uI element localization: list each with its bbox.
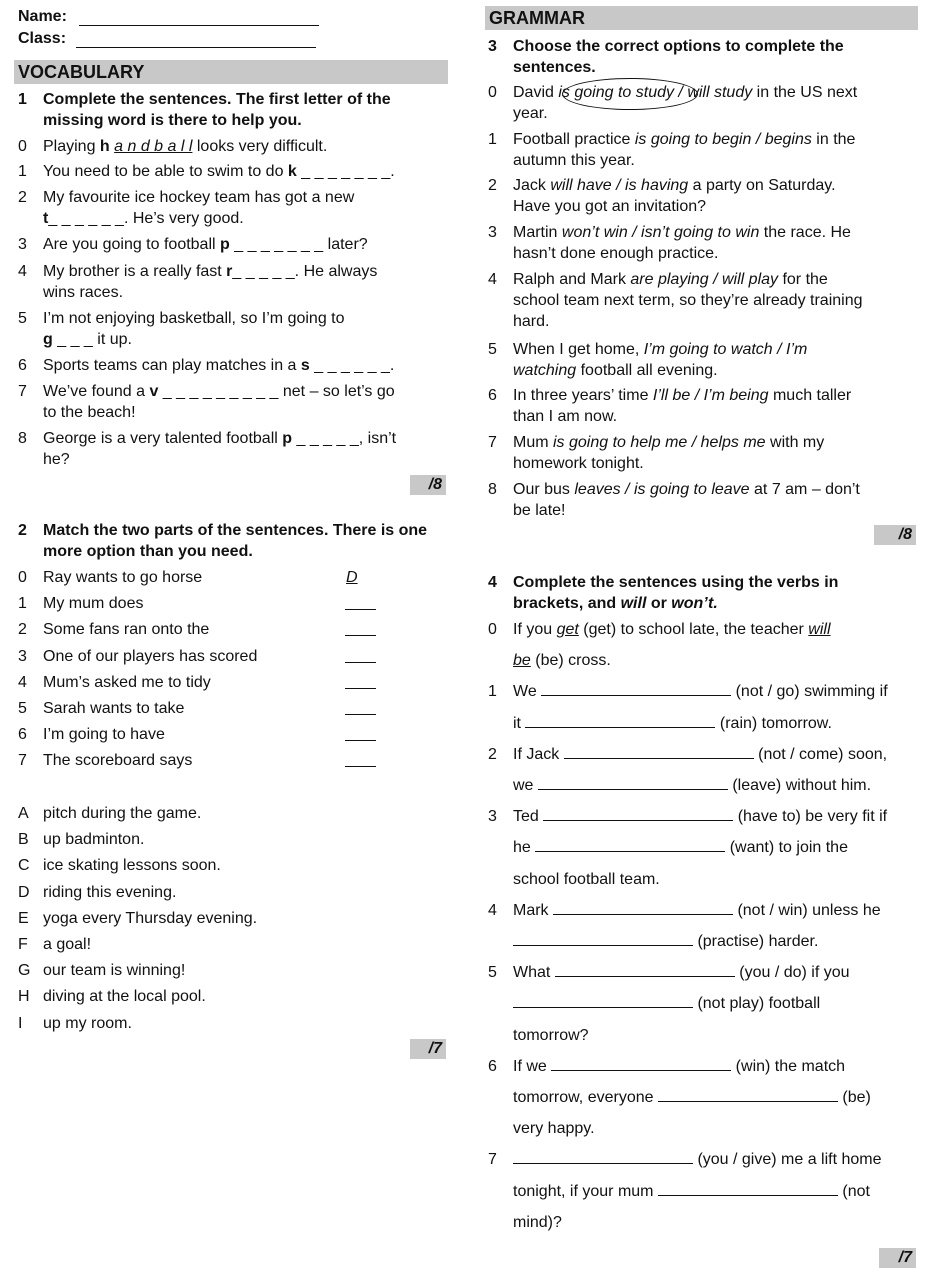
- item-number: 0: [18, 138, 27, 155]
- item-number: 0: [18, 569, 27, 586]
- sentence-text: he: [513, 839, 536, 857]
- option-text: diving at the local pool.: [43, 988, 206, 1006]
- item-number: 6: [18, 726, 27, 744]
- exercise-4-title-text: Complete the sentences using the verbs in brackets, and: [513, 574, 839, 612]
- exercise-1-title: Complete the sentences. The first letter of the missing word is there to help you.: [43, 91, 391, 129]
- sentence-line: [513, 713, 923, 734]
- answer-blank[interactable]: [535, 837, 725, 852]
- sentence-text: be late!: [513, 502, 566, 519]
- answer-blank[interactable]: [555, 962, 735, 977]
- sentence-text: (not play) football: [693, 995, 821, 1013]
- option-text: up badminton.: [43, 831, 145, 849]
- first-letter: r: [226, 263, 233, 280]
- answer-options[interactable]: are playing / will play: [630, 271, 779, 288]
- sentence-text: a party on Saturday.: [688, 177, 836, 194]
- sentence-text: Ralph and Mark: [513, 271, 631, 288]
- sentence-line: [513, 619, 923, 640]
- answer-options[interactable]: watching: [513, 362, 577, 379]
- sentence-text: (practise) harder.: [693, 933, 819, 950]
- answer-blank[interactable]: [541, 681, 731, 696]
- exercise-1-number: 1: [18, 91, 27, 108]
- blank-text[interactable]: _ _ _ _ _ _. He’s very good.: [48, 210, 244, 227]
- sentence-text: Ted: [513, 808, 544, 826]
- blank-text[interactable]: _ _ _ _ _ _ _.: [296, 163, 395, 180]
- exercise-2-score: /7: [410, 1039, 446, 1059]
- sentence-line: [513, 775, 923, 796]
- sentence-text: Sports teams can play matches in a: [43, 357, 301, 374]
- exercise-3-score: /8: [874, 525, 916, 545]
- item-number: 1: [18, 595, 27, 613]
- sentence-text: David: [513, 84, 559, 101]
- answer-blank[interactable]: [525, 713, 715, 728]
- answer-options[interactable]: is going to help me / helps me: [553, 434, 766, 451]
- sentence-text: Have you got an invitation?: [513, 198, 707, 215]
- sentence-line: [513, 962, 923, 983]
- item-number: 0: [488, 621, 497, 638]
- blank-text[interactable]: _ _ _ it up.: [52, 331, 132, 348]
- option-letter: E: [18, 909, 29, 927]
- sentence-text: (you / do) if you: [734, 964, 850, 982]
- sentence-text: (leave) without him.: [727, 777, 872, 794]
- item-number: 7: [488, 1151, 497, 1169]
- option-letter: F: [18, 936, 28, 953]
- name-label: Name:: [18, 8, 67, 25]
- sentence-line: [513, 806, 923, 827]
- sentence-text: (you / give) me a lift home: [693, 1151, 882, 1169]
- sentence-text: much taller: [768, 387, 852, 404]
- sentence-start: The scoreboard says: [43, 752, 193, 770]
- option-letter: I: [18, 1014, 23, 1032]
- sentence-text: (win) the match: [731, 1057, 846, 1075]
- sentence-line: [513, 1181, 923, 1202]
- answer-word: a n d b a l l: [114, 138, 193, 155]
- sentence-line: [513, 650, 923, 671]
- answer-blank[interactable]: [513, 993, 693, 1008]
- sentence-text: tomorrow, everyone: [513, 1089, 658, 1106]
- first-letter: p: [220, 236, 230, 253]
- sentence-text: with my: [765, 434, 825, 451]
- sentence-text: (not / go) swimming if: [731, 683, 888, 701]
- sentence-text: homework tonight.: [513, 455, 644, 472]
- item-number: 8: [488, 481, 497, 498]
- item-number: 5: [488, 341, 497, 358]
- exercise-2-number: 2: [18, 522, 27, 539]
- sentence-text: in the US next: [752, 84, 858, 101]
- sentence-text: than I am now.: [513, 408, 618, 425]
- sentence-text: Football practice: [513, 131, 635, 148]
- answer-options[interactable]: I’m going to watch / I’m: [643, 341, 808, 358]
- blank-text[interactable]: looks very difficult.: [192, 138, 328, 155]
- option-letter: A: [18, 805, 29, 822]
- blank-text[interactable]: he?: [43, 451, 70, 468]
- sentence-text: George is a very talented football: [43, 430, 283, 447]
- sentence-text: Mark: [513, 901, 553, 919]
- option-letter: H: [18, 988, 30, 1006]
- sentence-line: [513, 993, 923, 1014]
- exercise-3-title: Choose the correct options to complete the sentences.: [513, 38, 844, 76]
- option-text: up my room.: [43, 1014, 132, 1032]
- blank-text[interactable]: _ _ _ _ _, isn’t: [292, 430, 397, 447]
- first-letter: k: [287, 163, 297, 180]
- item-number: 7: [18, 752, 27, 770]
- sentence-text: You need to be able to swim to do: [43, 163, 288, 180]
- sentence-text: school team next term, so they’re already training: [513, 292, 863, 309]
- item-number: 2: [488, 745, 497, 763]
- blank-text[interactable]: to the beach!: [43, 404, 136, 421]
- sentence-text: I’m not enjoying basketball, so I’m going to: [43, 310, 345, 327]
- sentence-start: Mum’s asked me to tidy: [43, 673, 211, 691]
- example-answer: be: [513, 652, 531, 670]
- sentence-text: (have to) be very fit if: [733, 808, 888, 826]
- answer-options[interactable]: is going to begin / begins: [634, 131, 812, 148]
- item-number: 2: [488, 177, 497, 194]
- sentence-line: [513, 681, 923, 702]
- blank-text[interactable]: _ _ _ _ _ _ _ later?: [229, 236, 368, 253]
- exercise-4-score: /7: [879, 1248, 916, 1268]
- sentence-start: My mum does: [43, 595, 144, 613]
- sentence-text: What: [513, 964, 555, 982]
- answer-blank[interactable]: [513, 931, 693, 946]
- sentence-text: mind)?: [513, 1213, 562, 1231]
- sentence-start: Ray wants to go horse: [43, 569, 203, 586]
- option-letter: C: [18, 857, 30, 875]
- sentence-text: autumn this year.: [513, 152, 635, 169]
- sentence-text: the race. He: [759, 224, 851, 241]
- first-letter: p: [282, 430, 293, 447]
- answer-blank[interactable]: [564, 744, 754, 759]
- first-letter: v: [149, 383, 159, 400]
- first-letter: h: [99, 138, 115, 155]
- sentence-text: (be) cross.: [530, 652, 611, 670]
- item-number: 6: [488, 387, 497, 404]
- sentence-start: One of our players has scored: [43, 647, 258, 665]
- item-number: 4: [488, 271, 497, 288]
- answer-blank[interactable]: [658, 1087, 838, 1102]
- sentence-line: [513, 869, 923, 890]
- answer-blank[interactable]: [658, 1181, 838, 1196]
- item-number: 1: [488, 131, 497, 148]
- item-number: 1: [488, 683, 497, 701]
- sentence-line: [513, 1056, 923, 1077]
- option-text: ice skating lessons soon.: [43, 857, 221, 875]
- item-number: 5: [488, 964, 497, 982]
- option-text: pitch during the game.: [43, 805, 202, 822]
- answer-options[interactable]: I’ll be / I’m being: [652, 387, 769, 404]
- sentence-text: at 7 am – don’t: [749, 481, 860, 498]
- sentence-text: tomorrow?: [513, 1026, 589, 1044]
- blank-text[interactable]: _ _ _ _ _ _ _ _ _ net – so let’s go: [158, 383, 395, 400]
- sentence-text: My brother is a really fast: [43, 263, 227, 280]
- sentence-text: in the: [811, 131, 856, 148]
- sentence-line: [513, 744, 923, 765]
- exercise-4-number: 4: [488, 574, 497, 591]
- item-number: 0: [488, 84, 497, 101]
- item-number: 6: [18, 357, 27, 374]
- blank-text[interactable]: wins races.: [43, 284, 124, 301]
- item-number: 4: [18, 673, 27, 691]
- example-answer: get: [556, 621, 579, 638]
- exercise-4-title-will: will: [620, 595, 647, 612]
- item-number: 3: [488, 808, 497, 826]
- sentence-line: [513, 837, 923, 858]
- exercise-2-title: Match the two parts of the sentences. There is one more option than you need.: [43, 522, 428, 560]
- sentence-text: we: [513, 777, 538, 794]
- sentence-text: (not / come) soon,: [753, 745, 888, 763]
- sentence-start: Sarah wants to take: [43, 700, 185, 717]
- item-number: 8: [18, 430, 27, 447]
- answer-blank[interactable]: [513, 1149, 693, 1164]
- sentence-text: Martin: [513, 224, 562, 241]
- sentence-text: tonight, if your mum: [513, 1182, 658, 1200]
- sentence-text: very happy.: [513, 1120, 595, 1138]
- sentence-text: (be): [837, 1089, 871, 1106]
- blank-text[interactable]: _ _ _ _ _. He always: [232, 263, 378, 280]
- item-number: 1: [18, 163, 27, 180]
- exercise-1-score: /8: [410, 475, 446, 495]
- class-label: Class:: [18, 30, 67, 47]
- option-letter: G: [18, 962, 31, 980]
- sentence-text: Our bus: [513, 481, 575, 498]
- sentence-line: [513, 1118, 923, 1139]
- option-text: a goal!: [43, 936, 92, 953]
- vocabulary-heading: VOCABULARY: [14, 60, 448, 84]
- sentence-text: (not / win) unless he: [733, 901, 881, 919]
- option-text: our team is winning!: [43, 962, 186, 980]
- item-number: 7: [488, 434, 497, 451]
- exercise-4-title-wont: won’t.: [671, 595, 718, 612]
- sentence-text: Jack: [513, 177, 551, 194]
- sentence-line: [513, 1212, 923, 1233]
- sentence-text: If Jack: [513, 745, 564, 763]
- sentence-text: football all evening.: [576, 362, 718, 379]
- answer-blank[interactable]: [551, 1056, 731, 1071]
- sentence-line: [513, 931, 923, 952]
- sentence-start: I’m going to have: [43, 726, 165, 744]
- sentence-text: hasn’t done enough practice.: [513, 245, 719, 262]
- sentence-text: If you: [513, 621, 557, 638]
- sentence-line-3: hard.: [513, 313, 550, 330]
- first-letter: g: [43, 331, 53, 348]
- example-answer: will: [808, 621, 831, 638]
- option-text: yoga every Thursday evening.: [43, 909, 258, 927]
- option-text: riding this evening.: [43, 883, 177, 901]
- sentence-line: [513, 900, 923, 921]
- sentence-text: (get) to school late, the teacher: [578, 621, 809, 638]
- sentence-text: (rain) tomorrow.: [715, 714, 832, 732]
- sentence-text: When I get home,: [513, 341, 644, 358]
- answer-options[interactable]: will have / is having: [550, 177, 689, 194]
- sentence-text: In three years’ time: [513, 387, 653, 404]
- answer-options[interactable]: won’t win / isn’t going to win: [561, 224, 760, 241]
- sentence-text: (not: [837, 1182, 870, 1200]
- sentence-text: Mum: [513, 434, 553, 451]
- sentence-text: Are you going to football: [43, 236, 221, 253]
- first-letter: s: [300, 357, 310, 374]
- item-number: 7: [18, 383, 27, 400]
- sentence-text: it: [513, 714, 526, 732]
- sentence-line: [513, 1025, 923, 1046]
- sentence-text: We’ve found a: [43, 383, 150, 400]
- exercise-3-number: 3: [488, 38, 497, 55]
- exercise-4-title-or: or: [646, 595, 672, 612]
- sentence-text: year.: [513, 105, 548, 122]
- answer-options[interactable]: is going to study / will study: [558, 84, 753, 101]
- sentence-text: Playing: [43, 138, 100, 155]
- item-number: 3: [488, 224, 497, 241]
- item-number: 4: [18, 263, 27, 280]
- item-number: 5: [18, 700, 27, 717]
- match-answer: D: [346, 569, 358, 586]
- sentence-text: for the: [778, 271, 828, 288]
- first-letter: t: [43, 210, 49, 227]
- answer-blank[interactable]: [553, 900, 733, 915]
- blank-text[interactable]: _ _ _ _ _ _.: [309, 357, 395, 374]
- sentence-line: [513, 1149, 923, 1170]
- item-number: 5: [18, 310, 27, 327]
- sentence-text: My favourite ice hockey team has got a new: [43, 189, 355, 206]
- sentence-text: If we: [513, 1057, 552, 1075]
- sentence-line: [513, 1087, 923, 1108]
- item-number: 3: [18, 647, 27, 665]
- answer-options[interactable]: leaves / is going to leave: [574, 481, 750, 498]
- answer-blank[interactable]: [543, 806, 733, 821]
- sentence-start: Some fans ran onto the: [43, 621, 210, 639]
- option-letter: D: [18, 883, 30, 901]
- sentence-text: We: [513, 683, 542, 701]
- answer-blank[interactable]: [538, 775, 728, 790]
- sentence-text: (want) to join the: [725, 839, 848, 857]
- item-number: 4: [488, 901, 497, 919]
- item-number: 6: [488, 1057, 497, 1075]
- grammar-heading: GRAMMAR: [485, 6, 918, 30]
- item-number: 2: [18, 621, 27, 639]
- item-number: 3: [18, 236, 27, 253]
- sentence-text: school football team.: [513, 870, 660, 888]
- option-letter: B: [18, 831, 29, 849]
- item-number: 2: [18, 189, 27, 206]
